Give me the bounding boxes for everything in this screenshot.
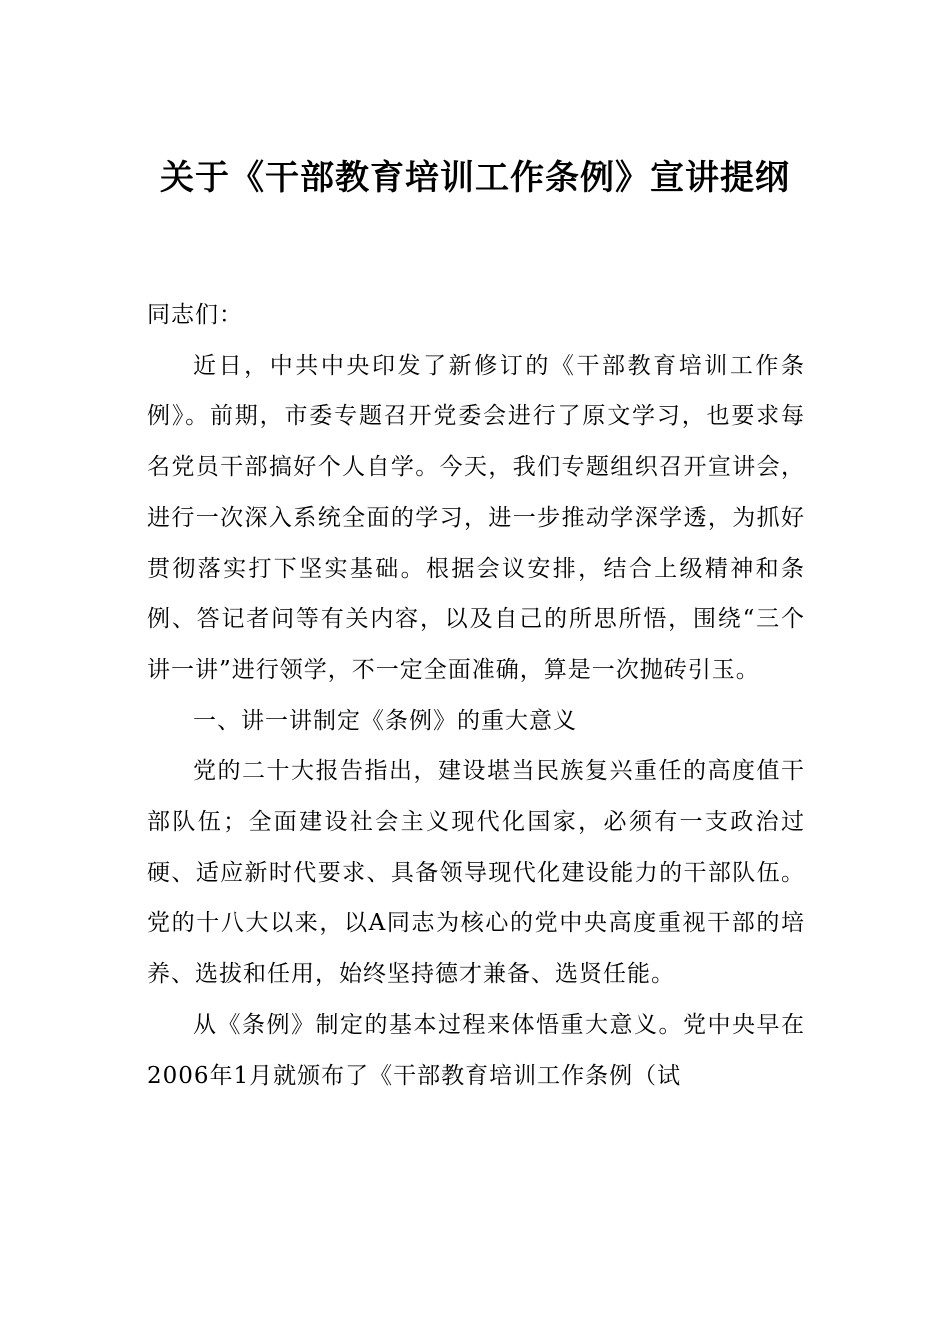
document-title: 关于《干部教育培训工作条例》宣讲提纲 <box>160 158 790 198</box>
paragraph-intro: 近日，中共中央印发了新修订的《干部教育培训工作条例》。前期，市委专题召开党委会进行了原文学习，也要求每名党员干部搞好个人自学。今天，我们专题组织召开宣讲会，进行一次深入系统全面的学习，进一步推动学深学透，为抓好贯彻落实打下坚实基础。根据会议安排，结合上级精神和条例、答记者问等有关内容，以及自己的所思所悟，围绕“三个讲一讲”进行领学，不一定全面准确，算是一次抛砖引玉。 <box>147 352 805 683</box>
paragraph-section-1: 党的二十大报告指出，建设堪当民族复兴重任的高度值干部队伍；全面建设社会主义现代化国家，必须有一支政治过硬、适应新时代要求、具备领导现代化建设能力的干部队伍。党的十八大以来，以A同志为核心的党中央高度重视干部的培养、选拔和任用，始终坚持德才兼备、选贤任能。 <box>147 758 805 988</box>
document-body <box>147 290 805 1101</box>
salutation: 同志们： <box>147 302 243 328</box>
section-heading-1: 一、讲一讲制定《条例》的重大意义 <box>193 707 577 734</box>
paragraph-section-1-b: 从《条例》制定的基本过程来体悟重大意义。党中央早在2006年1月就颁布了《干部教育培训工作条例（试 <box>147 1011 805 1089</box>
